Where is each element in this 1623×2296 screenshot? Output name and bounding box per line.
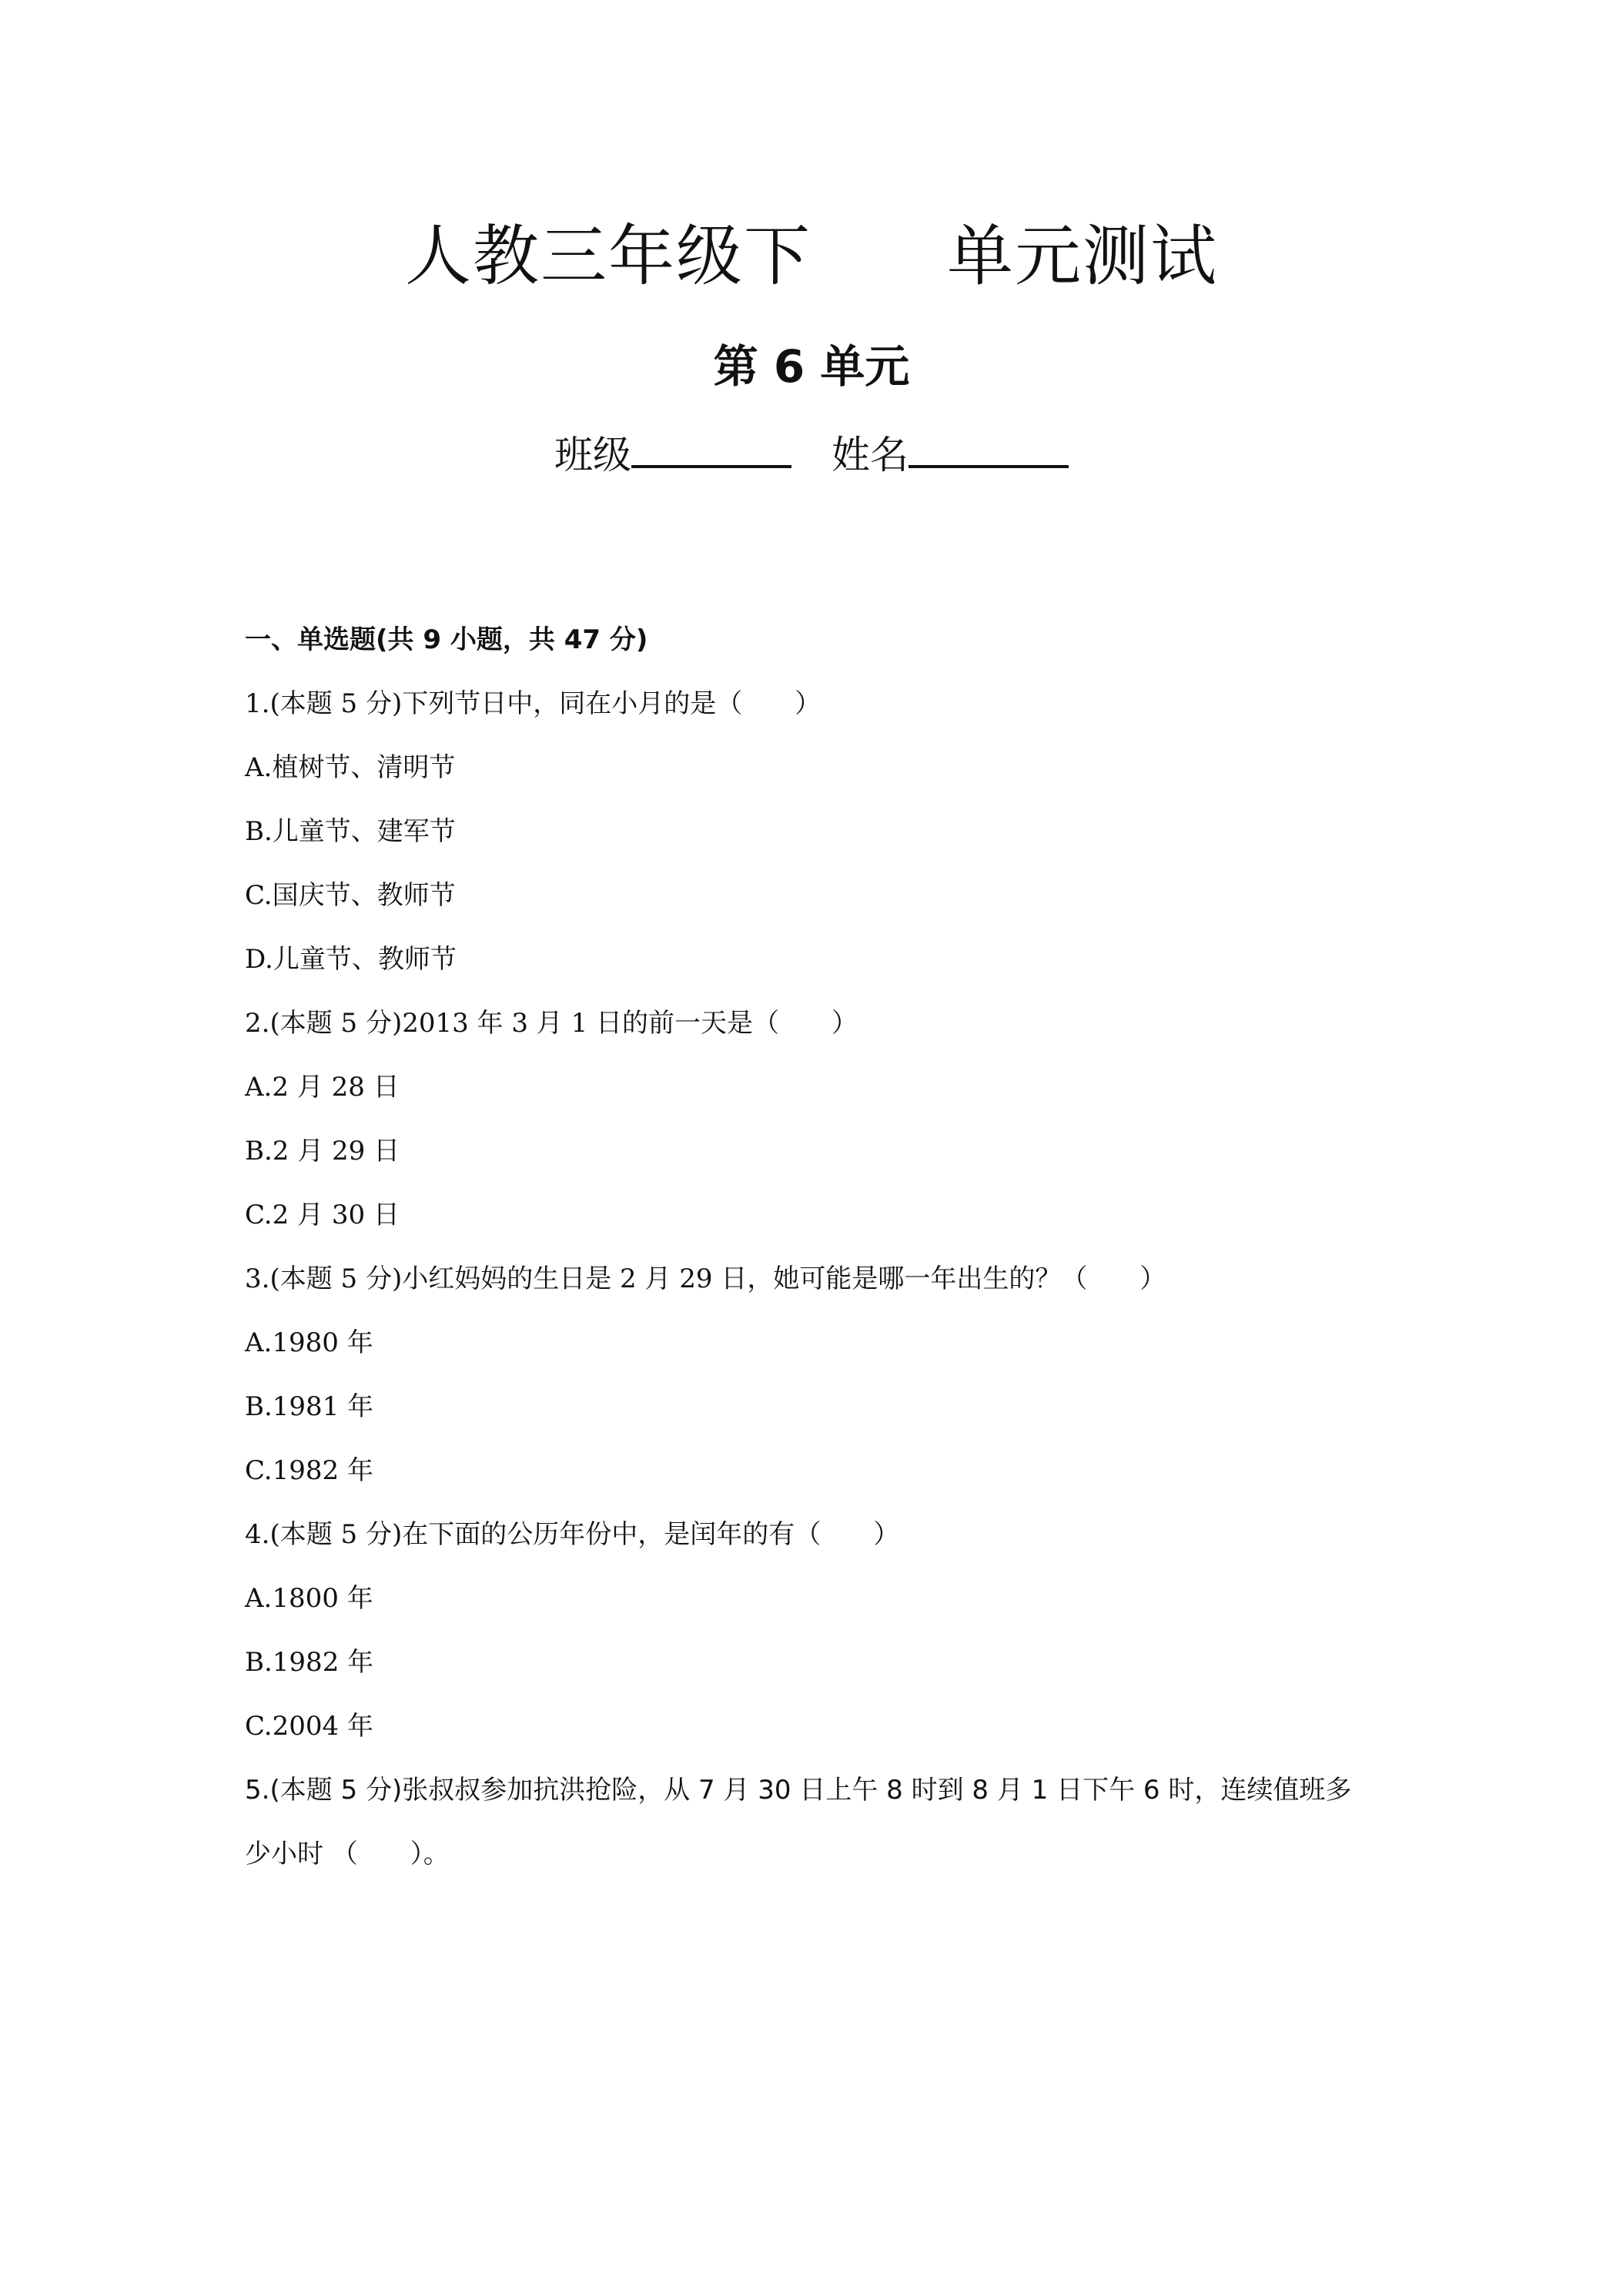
question-1-option-c: C.国庆节、教师节 [245, 880, 456, 911]
name-label: 姓名 [832, 433, 909, 477]
question-2-option-c: C.2 月 30 日 [245, 1200, 400, 1230]
name-blank [909, 423, 1069, 468]
question-3-option-c: C.1982 年 [245, 1455, 373, 1486]
question-1-option-a: A.植树节、清明节 [245, 752, 456, 783]
question-4-option-b: B.1982 年 [245, 1647, 374, 1678]
question-3-option-a: A.1980 年 [245, 1327, 373, 1358]
question-stem-1: 1.(本题 5 分)下列节日中，同在小月的是（ ） [245, 688, 822, 719]
question-2-option-a: A.2 月 28 日 [245, 1072, 400, 1103]
question-2-option-b: B.2 月 29 日 [245, 1136, 400, 1166]
question-1-option-b: B.儿童节、建军节 [245, 816, 456, 847]
class-label: 班级 [554, 433, 631, 477]
question-stem-4: 4.(本题 5 分)在下面的公历年份中，是闰年的有（ ） [245, 1519, 900, 1550]
class-blank [631, 423, 791, 468]
section-title: 一、单选题(共 9 小题，共 47 分) [245, 624, 648, 655]
question-stem-5 [245, 1759, 1400, 1886]
question-3-option-b: B.1981 年 [245, 1391, 374, 1422]
question-1-option-d: D.儿童节、教师节 [245, 944, 457, 975]
question-list [245, 608, 1400, 1886]
student-info [0, 423, 1623, 484]
unit-subtitle: 第 6 单元 [713, 340, 910, 393]
question-4-option-c: C.2004 年 [245, 1711, 373, 1742]
page-title: 人教三年级下 单元测试 [405, 218, 1218, 295]
question-stem-3: 3.(本题 5 分)小红妈妈的生日是 2 月 29 日，她可能是哪一年出生的？（ ） [245, 1263, 1166, 1294]
question-5-line-2: 少小时 （ ）。 [245, 1839, 450, 1869]
question-4-option-a: A.1800 年 [245, 1583, 373, 1614]
question-stem-2: 2.(本题 5 分)2013 年 3 月 1 日的前一天是（ ） [245, 1008, 858, 1039]
question-5-line-1: 5.(本题 5 分)张叔叔参加抗洪抢险，从 7 月 30 日上午 8 时到 8 月 1 日下午 6 时，连续值班多 [245, 1775, 1352, 1806]
